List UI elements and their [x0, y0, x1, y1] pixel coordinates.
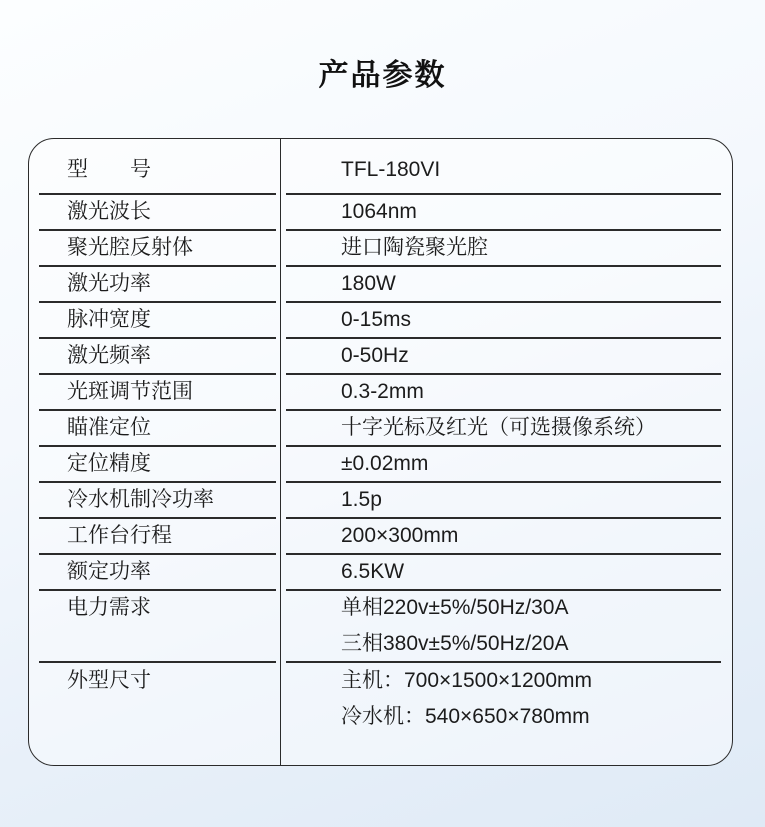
spec-label-text: 冷水机制冷功率: [67, 488, 214, 511]
spec-label-text: 激光频率: [67, 344, 151, 367]
spec-value: [281, 410, 732, 446]
spec-label-text: 外型尺寸: [67, 669, 151, 692]
spec-value-text: 冷水机：540×650×780mm: [341, 705, 590, 728]
spec-label: [29, 302, 281, 338]
spec-value-text: 0-15ms: [341, 308, 412, 331]
table-row-spot-adjust-range: [29, 374, 732, 410]
spec-label-text: 脉冲宽度: [67, 308, 151, 331]
table-row-chiller-cooling-power: [29, 482, 732, 518]
table-row-pulse-width: [29, 302, 732, 338]
spec-value-text: ±0.02mm: [341, 452, 429, 475]
spec-label: [29, 590, 281, 662]
spec-value: [281, 266, 732, 302]
spec-value: [281, 662, 732, 765]
table-row-cavity-reflector: [29, 230, 732, 266]
spec-label-text: 定位精度: [67, 452, 151, 475]
spec-label: [29, 446, 281, 482]
spec-label: [29, 374, 281, 410]
spec-label: [29, 338, 281, 374]
spec-value-text: 主机：700×1500×1200mm: [341, 669, 592, 692]
spec-value: [281, 338, 732, 374]
table-row-positioning-accuracy: [29, 446, 732, 482]
table-row-laser-frequency: [29, 338, 732, 374]
table-row-laser-wavelength: [29, 194, 732, 230]
spec-value: [281, 230, 732, 266]
spec-label-text: 光斑调节范围: [67, 380, 193, 403]
spec-label: [29, 230, 281, 266]
spec-value-text: 0-50Hz: [341, 344, 409, 367]
table-row-outline-dimensions: [29, 662, 732, 765]
spec-value: [281, 446, 732, 482]
spec-value: [281, 194, 732, 230]
table-row-worktable-travel: [29, 518, 732, 554]
spec-value-text: 十字光标及红光（可选摄像系统）: [341, 416, 656, 439]
spec-value: [281, 139, 732, 194]
spec-label: [29, 518, 281, 554]
spec-value-text: TFL-180VI: [341, 157, 441, 181]
spec-label: [29, 139, 281, 194]
spec-label-text: 工作台行程: [67, 524, 172, 547]
spec-value-text: 三相380v±5%/50Hz/20A: [341, 632, 569, 655]
spec-label-text: 瞄准定位: [67, 416, 151, 439]
spec-value: [281, 518, 732, 554]
spec-label: [29, 554, 281, 590]
table-row-aiming-positioning: [29, 410, 732, 446]
spec-value: [281, 374, 732, 410]
spec-label-text: 额定功率: [67, 560, 151, 583]
spec-label: [29, 194, 281, 230]
spec-value-text: 1.5p: [341, 488, 382, 511]
spec-value-text: 180W: [341, 272, 396, 295]
spec-value-text: 6.5KW: [341, 560, 405, 583]
table-row-model: [29, 139, 732, 194]
spec-label: [29, 662, 281, 765]
spec-label-text: 聚光腔反射体: [67, 236, 193, 259]
spec-value-text: 0.3-2mm: [341, 380, 424, 403]
spec-label-text: 电力需求: [67, 596, 151, 619]
spec-value: [281, 554, 732, 590]
table-row-laser-power: [29, 266, 732, 302]
spec-value-text: 200×300mm: [341, 524, 459, 547]
spec-value: [281, 302, 732, 338]
spec-label-text: 激光功率: [67, 272, 151, 295]
spec-label: [29, 482, 281, 518]
spec-table: [28, 138, 733, 766]
spec-value-text: 1064nm: [341, 200, 417, 223]
spec-label: [29, 410, 281, 446]
page-title: 产品参数: [318, 59, 447, 92]
spec-value: [281, 482, 732, 518]
spec-value-text: 进口陶瓷聚光腔: [341, 236, 488, 259]
table-row-rated-power: [29, 554, 732, 590]
spec-label-text: 型 号: [67, 157, 151, 181]
spec-label-text: 激光波长: [67, 200, 151, 223]
spec-label: [29, 266, 281, 302]
spec-value-text: 单相220v±5%/50Hz/30A: [341, 596, 569, 619]
table-row-power-requirement: [29, 590, 732, 662]
spec-value: [281, 590, 732, 662]
